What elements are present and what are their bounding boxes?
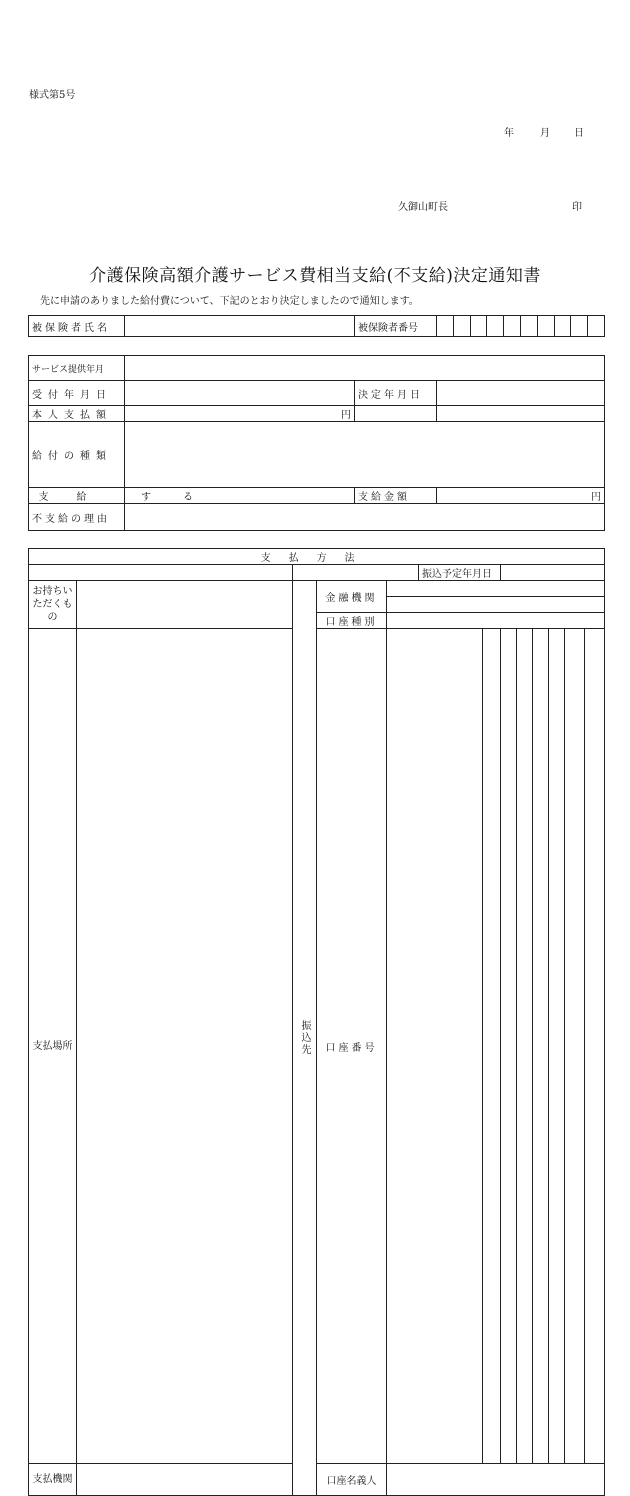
items-field[interactable]	[77, 581, 293, 629]
account-number-digit[interactable]	[549, 629, 565, 1464]
account-number-digit[interactable]	[483, 629, 501, 1464]
account-number-digit[interactable]	[585, 629, 605, 1464]
payment-value: する	[125, 488, 355, 504]
intro-text: 先に申請のありました給付費について、下記のとおり決定しましたので通知します。	[40, 292, 419, 307]
insured-number-digit[interactable]	[571, 316, 588, 337]
account-holder-label	[317, 1464, 387, 1496]
benefit-type-field[interactable]	[125, 422, 605, 488]
payment-method-table	[28, 548, 605, 1496]
service-month-field[interactable]	[125, 356, 605, 381]
benefit-type-label: 給付の種類	[29, 422, 125, 488]
reception-date-label: 受付年月日	[29, 381, 125, 406]
payment-amount-label: 支給金額	[355, 488, 437, 504]
insured-number-digit[interactable]	[470, 316, 487, 337]
bank-label: 金融機関	[317, 581, 387, 613]
insured-number-digit[interactable]	[487, 316, 504, 337]
service-month-label: サービス提供年月	[29, 356, 125, 381]
payment-amount-field[interactable]	[437, 488, 605, 504]
insured-number-digit[interactable]	[537, 316, 554, 337]
insured-number-digit[interactable]	[588, 316, 605, 337]
document-title: 介護保険高額介護サービス費相当支給(不支給)決定通知書	[0, 261, 630, 286]
insured-number-label: 被保険者番号	[355, 316, 437, 337]
insured-table	[28, 315, 605, 337]
self-payment-label: 本人支払額	[29, 406, 125, 422]
account-number-digit[interactable]	[533, 629, 549, 1464]
account-type-label: 口座種別	[317, 613, 387, 629]
transfer-to-label: 振込先	[293, 581, 317, 1496]
account-holder-field[interactable]	[387, 1464, 605, 1496]
date-month-label: 月	[540, 124, 550, 139]
seal-mark: 印	[572, 198, 582, 213]
self-payment-field[interactable]	[125, 406, 355, 422]
form-number: 様式第5号	[29, 86, 75, 101]
insured-number-digit[interactable]	[520, 316, 537, 337]
insured-name-label: 被保険者氏名	[29, 316, 125, 337]
yen-unit: 円	[341, 410, 351, 421]
issuer-name: 久御山町長	[398, 198, 448, 213]
non-payment-reason-label: 不支給の理由	[29, 504, 125, 531]
date-day-label: 日	[574, 124, 584, 139]
transfer-date-field[interactable]	[501, 565, 605, 581]
place-label: 支払場所	[29, 629, 77, 1464]
insured-number-digit[interactable]	[437, 316, 454, 337]
org-field[interactable]	[77, 1464, 293, 1496]
decision-date-field[interactable]	[437, 381, 605, 406]
yen-unit: 円	[591, 492, 601, 503]
payment-label: 支給	[29, 488, 125, 504]
transfer-date-label: 振込予定年月日	[419, 565, 501, 581]
insured-number-digit[interactable]	[453, 316, 470, 337]
account-number-digit[interactable]	[565, 629, 585, 1464]
payment-method-heading: 支払方法	[29, 549, 605, 565]
items-label: お持ちいただくもの	[29, 581, 77, 629]
insured-number-digit[interactable]	[554, 316, 571, 337]
decision-date-label: 決定年月日	[355, 381, 437, 406]
insured-number-digit[interactable]	[504, 316, 521, 337]
account-number-field[interactable]	[387, 629, 483, 1464]
non-payment-reason-field[interactable]	[125, 504, 605, 531]
account-number-digit[interactable]	[517, 629, 533, 1464]
org-label	[29, 1464, 77, 1496]
account-type-field[interactable]	[387, 613, 605, 629]
details-table	[28, 355, 605, 531]
account-number-label: 口座番号	[317, 629, 387, 1464]
date-year-label: 年	[504, 124, 514, 139]
account-number-digit[interactable]	[501, 629, 517, 1464]
bank-field-2[interactable]	[387, 597, 605, 613]
place-field[interactable]	[77, 629, 293, 1464]
reception-date-field[interactable]	[125, 381, 355, 406]
insured-name-field[interactable]	[125, 316, 355, 337]
bank-field-1[interactable]	[387, 581, 605, 597]
